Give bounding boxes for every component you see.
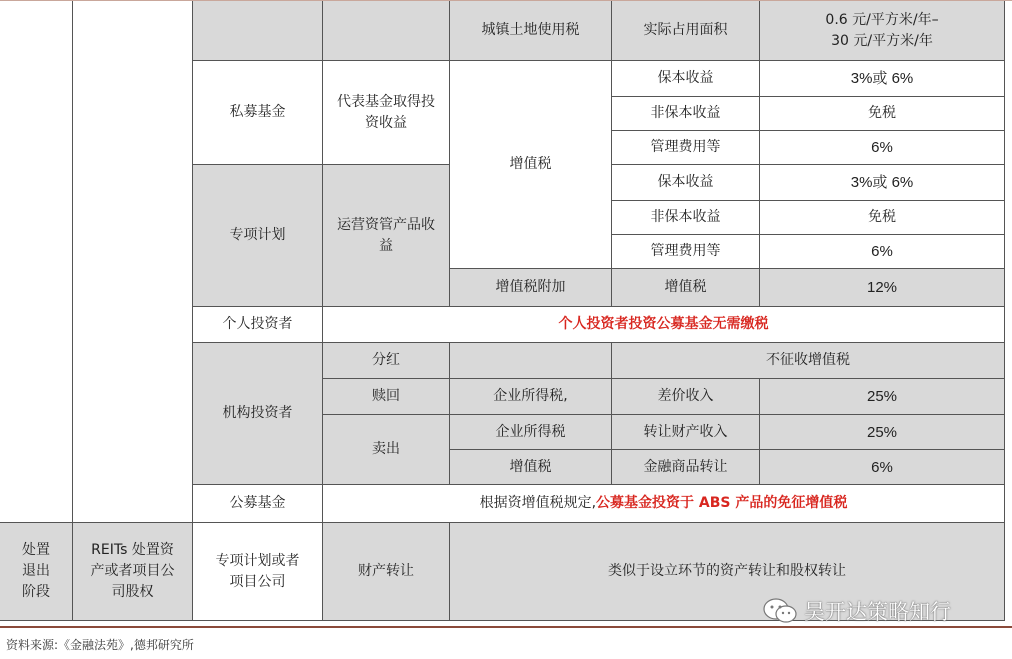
entity-cell-blank bbox=[193, 1, 323, 61]
vat-rate-6: 6% bbox=[760, 235, 1005, 269]
dividend-note: 不征收增值税 bbox=[612, 343, 1005, 379]
sell-rate-2: 6% bbox=[760, 450, 1005, 485]
redeem-label: 赎回 bbox=[323, 379, 450, 415]
exit-object: REITs 处置资产或者项目公司股权 bbox=[73, 523, 193, 621]
vat-basis-4: 保本收益 bbox=[612, 165, 760, 201]
tax-land-use: 城镇土地使用税 bbox=[450, 1, 612, 61]
vat-basis-2: 非保本收益 bbox=[612, 97, 760, 131]
exit-note: 类似于设立环节的资产转让和股权转让 bbox=[450, 523, 1005, 621]
public-fund-label: 公募基金 bbox=[193, 485, 323, 523]
vat-surcharge-tax: 增值税附加 bbox=[450, 269, 612, 307]
special-plan-income: 运营资管产品收益 bbox=[323, 165, 450, 307]
watermark bbox=[762, 594, 951, 628]
sell-label: 卖出 bbox=[323, 415, 450, 485]
exit-type: 财产转让 bbox=[323, 523, 450, 621]
special-plan-label: 专项计划 bbox=[193, 165, 323, 307]
sell-tax-2: 增值税 bbox=[450, 450, 612, 485]
redeem-tax: 企业所得税, bbox=[450, 379, 612, 415]
sell-tax-1: 企业所得税 bbox=[450, 415, 612, 450]
vat-surcharge-basis: 增值税 bbox=[612, 269, 760, 307]
vat-rate-5: 免税 bbox=[760, 201, 1005, 235]
public-fund-note bbox=[323, 485, 1005, 523]
dividend-label: 分红 bbox=[323, 343, 450, 379]
vat-label: 增值税 bbox=[450, 61, 612, 269]
vat-basis-6: 管理费用等 bbox=[612, 235, 760, 269]
exit-entity: 专项计划或者项目公司 bbox=[193, 523, 323, 621]
wechat-icon bbox=[762, 597, 798, 625]
vat-rate-4: 3%或 6% bbox=[760, 165, 1005, 201]
vat-basis-3: 管理费用等 bbox=[612, 131, 760, 165]
dividend-tax-blank bbox=[450, 343, 612, 379]
vat-surcharge-rate: 12% bbox=[760, 269, 1005, 307]
public-fund-note-red: 公募基金投资于 ABS 产品的免征增值税 bbox=[596, 495, 848, 511]
vat-rate-3: 6% bbox=[760, 131, 1005, 165]
income-cell-blank bbox=[323, 1, 450, 61]
private-fund-label: 私募基金 bbox=[193, 61, 323, 165]
vat-basis-1: 保本收益 bbox=[612, 61, 760, 97]
institution-label: 机构投资者 bbox=[193, 343, 323, 485]
individual-investor-note: 个人投资者投资公募基金无需缴税 bbox=[323, 307, 1005, 343]
object-cell-continued bbox=[73, 1, 193, 523]
redeem-basis: 差价收入 bbox=[612, 379, 760, 415]
vat-basis-5: 非保本收益 bbox=[612, 201, 760, 235]
public-fund-note-plain: 根据资增值税规定, bbox=[479, 495, 597, 511]
watermark-text: 吴开达策略知行 bbox=[804, 600, 951, 624]
redeem-rate: 25% bbox=[760, 379, 1005, 415]
private-fund-income: 代表基金取得投资收益 bbox=[323, 61, 450, 165]
stage-cell-continued bbox=[0, 1, 73, 523]
basis-land-area: 实际占用面积 bbox=[612, 1, 760, 61]
individual-investor-label: 个人投资者 bbox=[193, 307, 323, 343]
rate-land-use bbox=[760, 1, 1005, 61]
rate-land-line1: 0.6 元/平方米/年– bbox=[825, 11, 939, 28]
sell-rate-1: 25% bbox=[760, 415, 1005, 450]
vat-rate-2: 免税 bbox=[760, 97, 1005, 131]
sell-basis-1: 转让财产收入 bbox=[612, 415, 760, 450]
exit-stage-label: 处置退出阶段 bbox=[0, 523, 73, 621]
sell-basis-2: 金融商品转让 bbox=[612, 450, 760, 485]
vat-rate-1: 3%或 6% bbox=[760, 61, 1005, 97]
rate-land-line2: 30 元/平方米/年 bbox=[831, 32, 933, 49]
source-note: 资料来源:《金融法苑》,德邦研究所 bbox=[6, 638, 194, 652]
